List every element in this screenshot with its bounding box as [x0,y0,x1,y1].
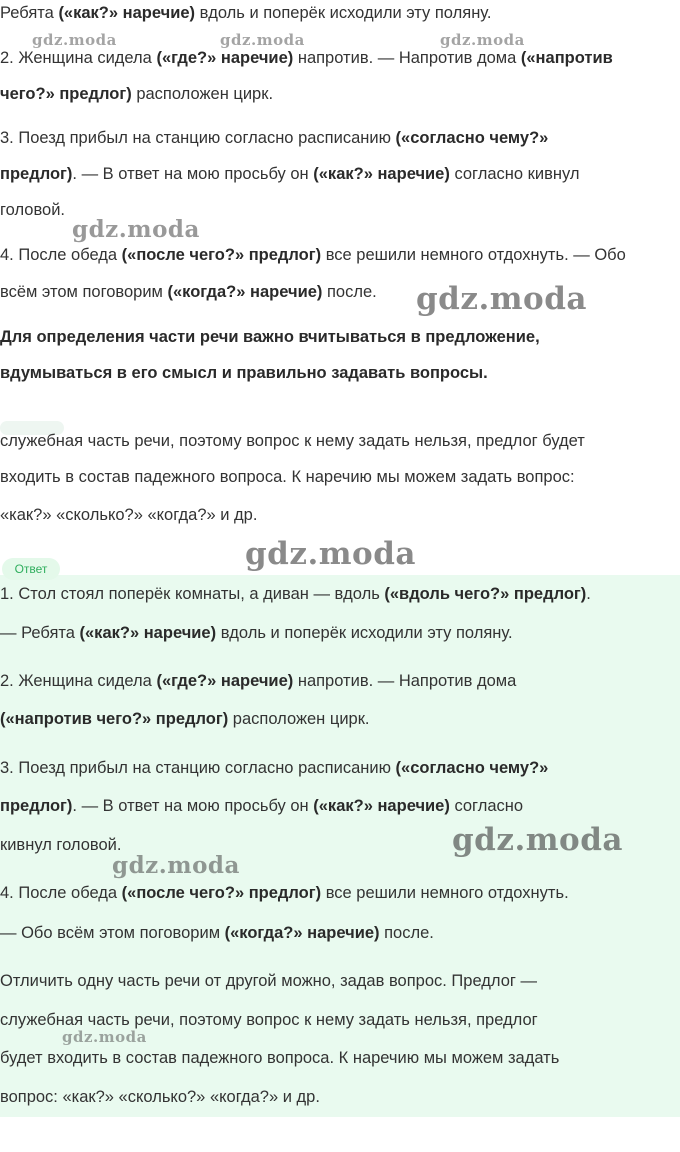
watermark: gdz.moda [32,31,117,49]
text-line: «как?» «сколько?» «когда?» и др. [0,506,258,524]
watermark: gdz.moda [440,31,525,49]
watermark: gdz.moda [245,536,416,572]
watermark: gdz.moda [72,216,200,243]
watermark: gdz.moda [62,1028,147,1046]
answer-line: будет входить в состав падежного вопроса. К наречию мы можем задать [0,1049,560,1067]
answer-line: 4. После обеда («после чего?» предлог) все решили немного отдохнуть. [0,884,569,902]
summary-line: Для определения части речи важно вчитываться в предложение, [0,328,540,346]
answer-badge: Ответ [2,558,60,580]
answer-line: — Ребята («как?» наречие) вдоль и поперёк исходили эту поляну. [0,624,513,642]
answer-line: 2. Женщина сидела («где?» наречие) напротив. — Напротив дома [0,672,517,690]
answer-line: 1. Стол стоял поперёк комнаты, а диван — вдоль («вдоль чего?» предлог). [0,585,591,603]
text-line: предлог). — В ответ на мою просьбу он («как?» наречие) согласно кивнул [0,165,580,183]
answer-line: вопрос: «как?» «сколько?» «когда?» и др. [0,1088,320,1106]
text-line: Ребята («как?» наречие) вдоль и поперёк исходили эту поляну. [0,4,492,22]
text-line: всём этом поговорим («когда?» наречие) после. [0,283,377,301]
watermark: gdz.moda [416,281,587,317]
watermark: gdz.moda [452,822,623,858]
text-line: 2. Женщина сидела («где?» наречие) напротив. — Напротив дома («напротив [0,49,613,67]
summary-line: вдумываться в его смысл и правильно задавать вопросы. [0,364,488,382]
answer-line: кивнул головой. [0,836,122,854]
text-line: 3. Поезд прибыл на станцию согласно расписанию («согласно чему?» [0,129,549,147]
text-line: служебная часть речи, поэтому вопрос к нему задать нельзя, предлог будет [0,432,585,450]
answer-line: предлог). — В ответ на мою просьбу он («как?» наречие) согласно [0,797,524,815]
answer-line: («напротив чего?» предлог) расположен цирк. [0,710,370,728]
text-line: головой. [0,201,66,219]
answer-line: служебная часть речи, поэтому вопрос к нему задать нельзя, предлог [0,1011,538,1029]
answer-line: Отличить одну часть речи от другой можно, задав вопрос. Предлог — [0,972,537,990]
answer-line: 3. Поезд прибыл на станцию согласно расписанию («согласно чему?» [0,759,549,777]
watermark: gdz.moda [112,852,240,879]
text-line: входить в состав падежного вопроса. К наречию мы можем задать вопрос: [0,468,575,486]
text-line: чего?» предлог) расположен цирк. [0,85,274,103]
watermark: gdz.moda [220,31,305,49]
text-line: 4. После обеда («после чего?» предлог) все решили немного отдохнуть. — Обо [0,246,626,264]
answer-line: — Обо всём этом поговорим («когда?» наречие) после. [0,924,434,942]
